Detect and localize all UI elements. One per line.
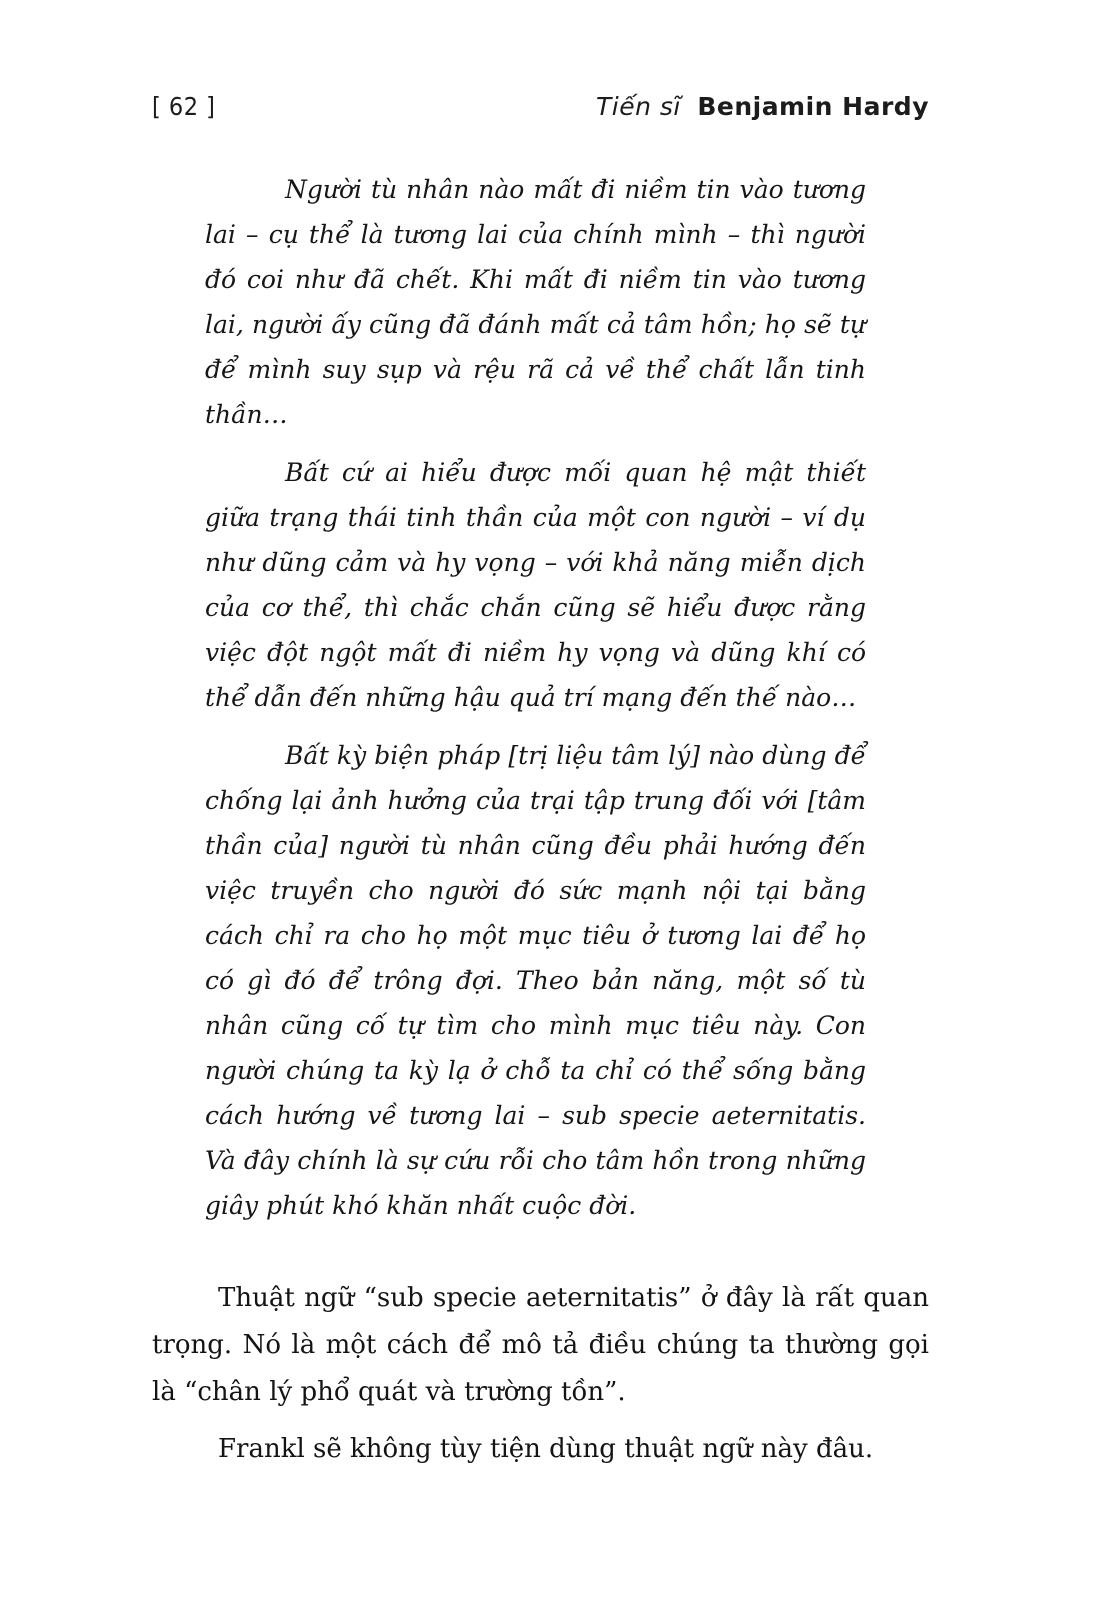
body-text bbox=[152, 1275, 929, 1473]
quote-paragraph-3: Bất kỳ biện pháp [trị liệu tâm lý] nào dùng để chống lại ảnh hưởng của trại tập trung đối với [tâm thần của] người tù nhân cũng đều phải hướng đến việc truyền cho người đó sức mạnh nội tại bằng cách chỉ ra cho họ một mục tiêu ở tương lai để họ có gì đó để trông đợi. Theo bản năng, một số tù nhân cũng cố tự tìm cho mình mục tiêu này. Con người chúng ta kỳ lạ ở chỗ ta chỉ có thể sống bằng cách hướng về tương lai – sub specie aeternitatis. Và đây chính là sự cứu rỗi cho tâm hồn trong những giây phút khó khăn nhất cuộc đời. bbox=[205, 741, 866, 1220]
running-head bbox=[596, 92, 929, 121]
body-paragraph-2: Frankl sẽ không tùy tiện dùng thuật ngữ này đâu. bbox=[218, 1434, 874, 1464]
quote-paragraph-1: Người tù nhân nào mất đi niềm tin vào tương lai – cụ thể là tương lai của chính mình – thì người đó coi như đã chết. Khi mất đi niềm tin vào tương lai, người ấy cũng đã đánh mất cả tâm hồn; họ sẽ tự để mình suy sụp và rệu rã cả về thể chất lẫn tinh thần… bbox=[205, 175, 866, 429]
page-header bbox=[152, 92, 929, 121]
author-name: Benjamin Hardy bbox=[697, 92, 929, 121]
author-title: Tiến sĩ bbox=[595, 92, 681, 121]
page-number: [ 62 ] bbox=[152, 92, 216, 121]
quote-block bbox=[205, 167, 866, 1228]
quote-paragraph-2: Bất cứ ai hiểu được mối quan hệ mật thiết giữa trạng thái tinh thần của một con người – ví dụ như dũng cảm và hy vọng – với khả năng miễn dịch của cơ thể, thì chắc chắn cũng sẽ hiểu được rằng việc đột ngột mất đi niềm hy vọng và dũng khí có thể dẫn đến những hậu quả trí mạng đến thế nào… bbox=[205, 458, 866, 712]
body-paragraph-1: Thuật ngữ “sub specie aeternitatis” ở đây là rất quan trọng. Nó là một cách để mô tả điều chúng ta thường gọi là “chân lý phổ quát và trường tồn”. bbox=[152, 1283, 929, 1407]
